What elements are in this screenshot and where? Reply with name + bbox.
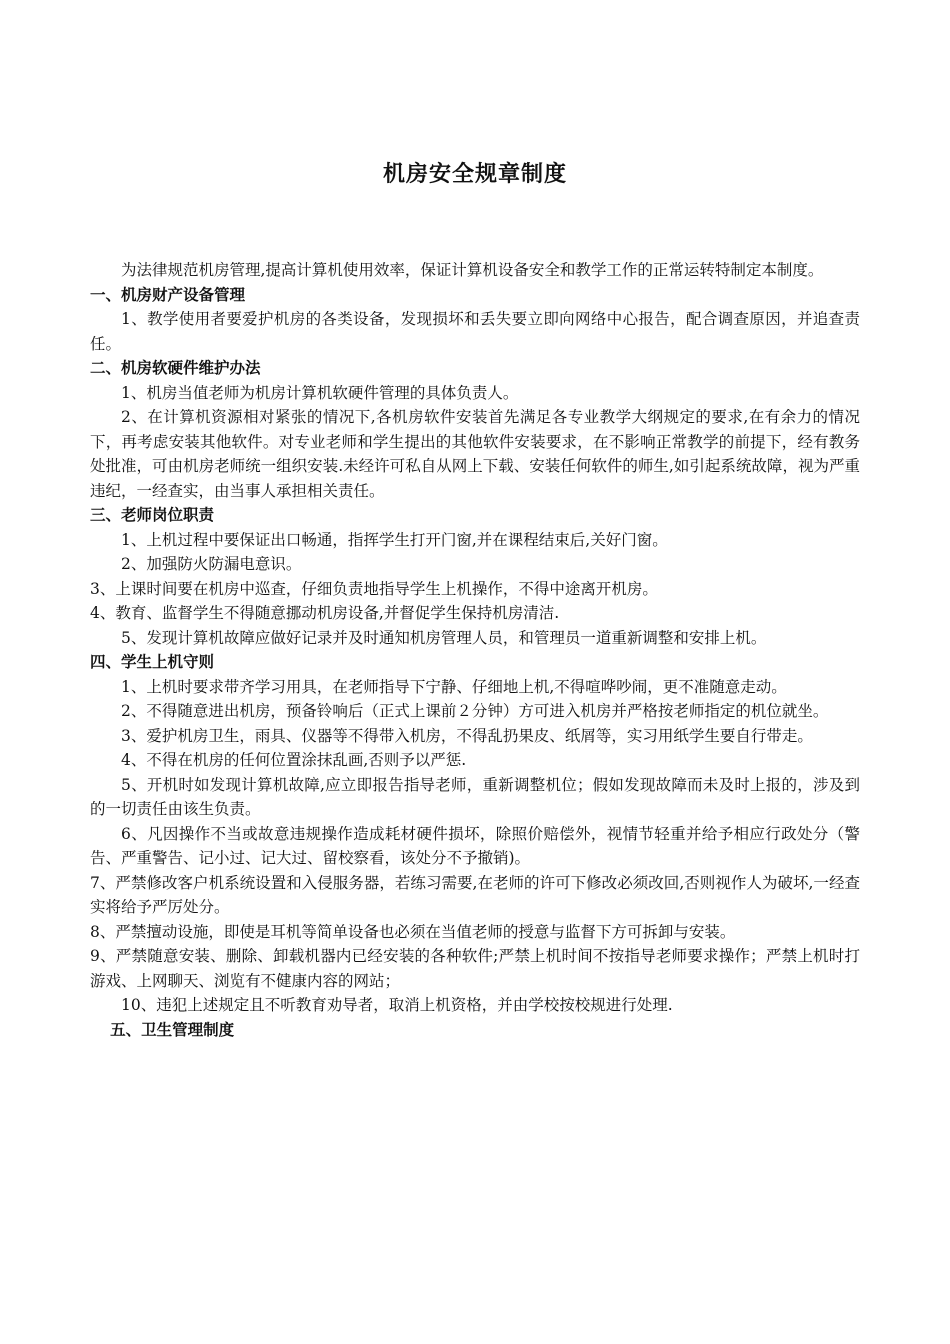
section-4-item-9: 9、严禁随意安装、删除、卸载机器内已经安装的各种软件;严禁上机时间不按指导老师要求操作；严禁上机时打游戏、上网聊天、浏览有不健康内容的网站； [90,947,860,990]
section-heading-1: 一、机房财产设备管理 [90,285,246,304]
section-3-item-5: 5、发现计算机故障应做好记录并及时通知机房管理人员，和管理员一道重新调整和安排上机。 [121,628,767,647]
section-heading-4: 四、学生上机守则 [90,653,215,671]
section-4-item-3: 3、爱护机房卫生，雨具、仪器等不得带入机房，不得乱扔果皮、纸屑等，实习用纸学生要自行带走。 [121,726,813,745]
section-4-item-10: 10、违犯上述规定且不听教育劝导者，取消上机资格，并由学校按校规进行处理. [121,996,673,1014]
section-4-item-1: 1、上机时要求带齐学习用具，在老师指导下宁静、仔细地上机,不得喧哗吵闹，更不准随意走动。 [121,677,787,696]
section-3-item-4: 4、教育、监督学生不得随意挪动机房设备,并督促学生保持机房清洁. [90,604,560,622]
section-heading-3: 三、老师岗位职责 [90,506,215,524]
section-heading-2: 二、机房软硬件维护办法 [90,359,261,377]
section-1-item-1: 1、教学使用者要爱护机房的各类设备，发现损坏和丢失要立即向网络中心报告，配合调查原因，并追查责任。 [90,310,860,353]
document-body [90,258,860,1042]
section-4-item-4: 4、不得在机房的任何位置涂抹乱画,否则予以严惩. [121,751,467,769]
page-title: 机房安全规章制度 [382,162,567,187]
section-4-item-7: 7、严禁修改客户机系统设置和入侵服务器，若练习需要,在老师的许可下修改必须改回,否则视作人为破坏,一经查实将给予严厉处分。 [90,873,860,916]
section-3-item-3: 3、上课时间要在机房中巡查，仔细负责地指导学生上机操作，不得中途离开机房。 [90,579,658,598]
intro-paragraph: 为法律规范机房管理,提高计算机使用效率，保证计算机设备安全和教学工作的正常运转特制定本制度。 [121,261,824,279]
section-heading-5: 五、卫生管理制度 [110,1020,235,1039]
section-2-item-1: 1、机房当值老师为机房计算机软硬件管理的具体负责人。 [121,383,519,402]
section-4-item-2: 2、不得随意进出机房，预备铃响后（正式上课前２分钟）方可进入机房并严格按老师指定的机位就坐。 [121,702,829,720]
section-4-item-8: 8、严禁擅动设施，即使是耳机等简单设备也必须在当值老师的授意与监督下方可拆卸与安装。 [90,922,736,941]
section-2-item-2: 2、在计算机资源相对紧张的情况下,各机房软件安装首先满足各专业教学大纲规定的要求,在有余力的情况下，再考虑安装其他软件。对专业老师和学生提出的其他软件安装要求，在不影响正常教学的前提下，经有教务处批准，可由机房老师统一组织安装.未经许可私自从网上下载、安装任何软件的师生,如引起系统故障，视为严重违纪，一经查实，由当事人承担相关责任。 [90,408,860,500]
section-3-item-2: 2、加强防火防漏电意识。 [121,555,302,573]
section-4-item-5: 5、开机时如发现计算机故障,应立即报告指导老师，重新调整机位；假如发现故障而未及时上报的，涉及到的一切责任由该生负责。 [90,775,860,818]
section-4-item-6: 6、凡因操作不当或故意违规操作造成耗材硬件损坏，除照价赔偿外，视情节轻重并给予相应行政处分（警告、严重警告、记小过、记大过、留校察看，该处分不予撤销)。 [90,824,860,867]
section-3-item-1: 1、上机过程中要保证出口畅通，指挥学生打开门窗,并在课程结束后,关好门窗。 [121,530,668,549]
